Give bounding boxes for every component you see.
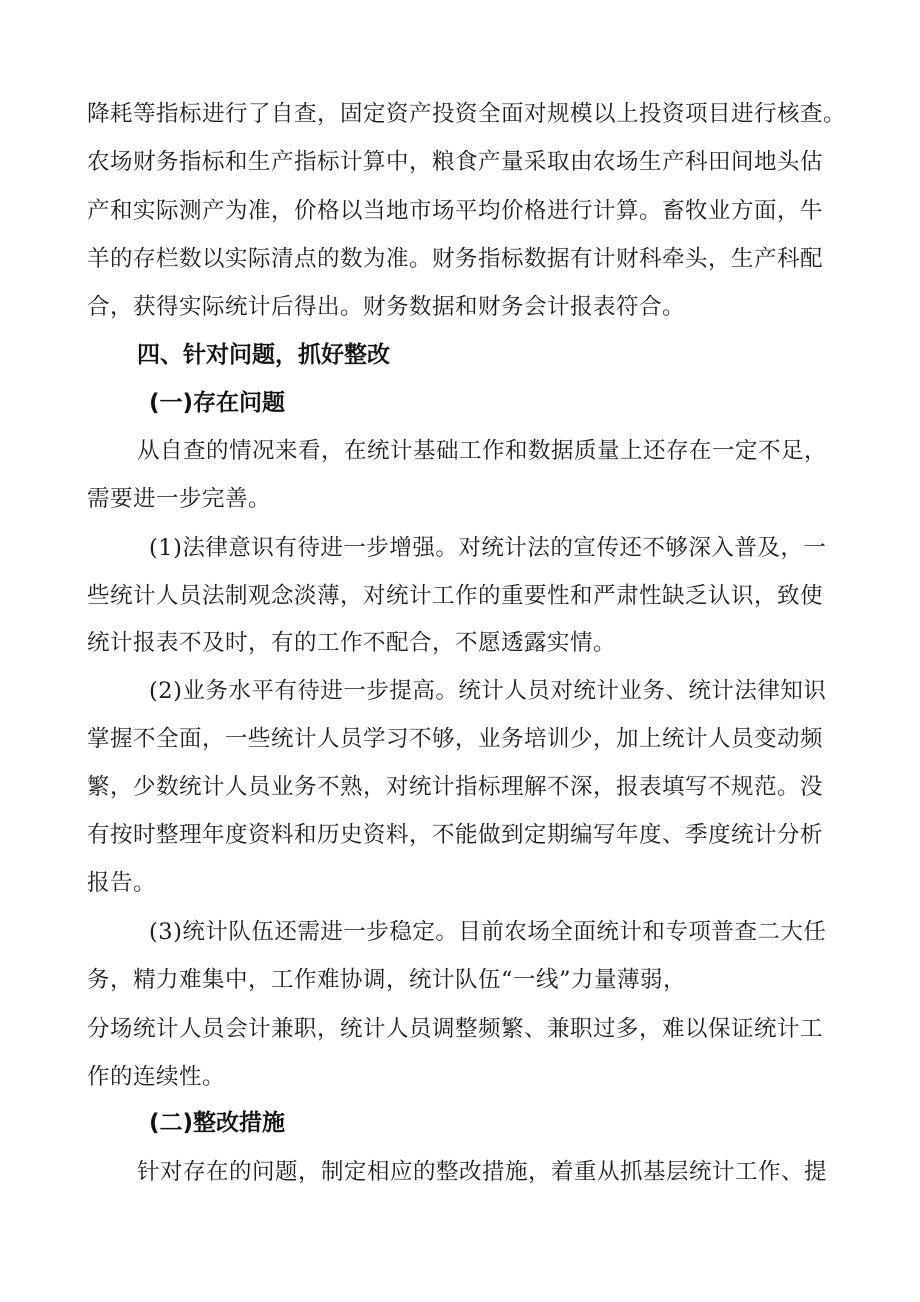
paragraph-line: 合，获得实际统计后得出。财务数据和财务会计报表符合。	[87, 294, 686, 320]
paragraph-line: 需要进一步完善。	[87, 486, 272, 512]
paragraph-line: 些统计人员法制观念淡薄，对统计工作的重要性和严肃性缺乏认识，致使	[87, 583, 824, 609]
subsection-heading-measures: (二)整改措施	[149, 1110, 286, 1136]
paragraph-line: (3)统计队伍还需进一步稳定。目前农场全面统计和专项普查二大任	[149, 919, 827, 945]
paragraph-line: 有按时整理年度资料和历史资料，不能做到定期编写年度、季度统计分析	[87, 822, 824, 848]
paragraph-line: 作的连续性。	[87, 1064, 226, 1090]
section-heading: 四、针对问题，抓好整改	[137, 342, 390, 368]
paragraph-line: 农场财务指标和生产指标计算中，粮食产量采取由农场生产科田间地头估	[87, 149, 824, 175]
paragraph-line: (1)法律意识有待进一步增强。对统计法的宣传还不够深入普及，一	[149, 535, 827, 561]
paragraph-line: 掌握不全面，一些统计人员学习不够，业务培训少，加上统计人员变动频	[87, 726, 824, 752]
paragraph-line: 分场统计人员会计兼职，统计人员调整频繁、兼职过多，难以保证统计工	[87, 1016, 824, 1042]
paragraph-line: 统计报表不及时，有的工作不配合，不愿透露实情。	[87, 630, 617, 656]
paragraph-line: 产和实际测产为准，价格以当地市场平均价格进行计算。畜牧业方面，牛	[87, 198, 824, 224]
subsection-heading-problems: (一)存在问题	[149, 390, 286, 416]
paragraph-line: (2)业务水平有待进一步提高。统计人员对统计业务、统计法律知识	[149, 678, 827, 704]
paragraph-line: 繁，少数统计人员业务不熟，对统计指标理解不深，报表填写不规范。没	[87, 774, 824, 800]
paragraph-line: 务，精力难集中，工作难协调，统计队伍“一线”力量薄弱，	[87, 967, 687, 993]
paragraph-line: 报告。	[87, 870, 157, 896]
paragraph-line: 降耗等指标进行了自查，固定资产投资全面对规模以上投资项目进行核查。	[87, 101, 847, 127]
paragraph-line: 针对存在的问题，制定相应的整改措施，着重从抓基层统计工作、提	[137, 1159, 828, 1185]
paragraph-line: 从自查的情况来看，在统计基础工作和数据质量上还存在一定不足，	[137, 438, 828, 464]
paragraph-line: 羊的存栏数以实际清点的数为准。财务指标数据有计财科牵头，生产科配	[87, 246, 824, 272]
